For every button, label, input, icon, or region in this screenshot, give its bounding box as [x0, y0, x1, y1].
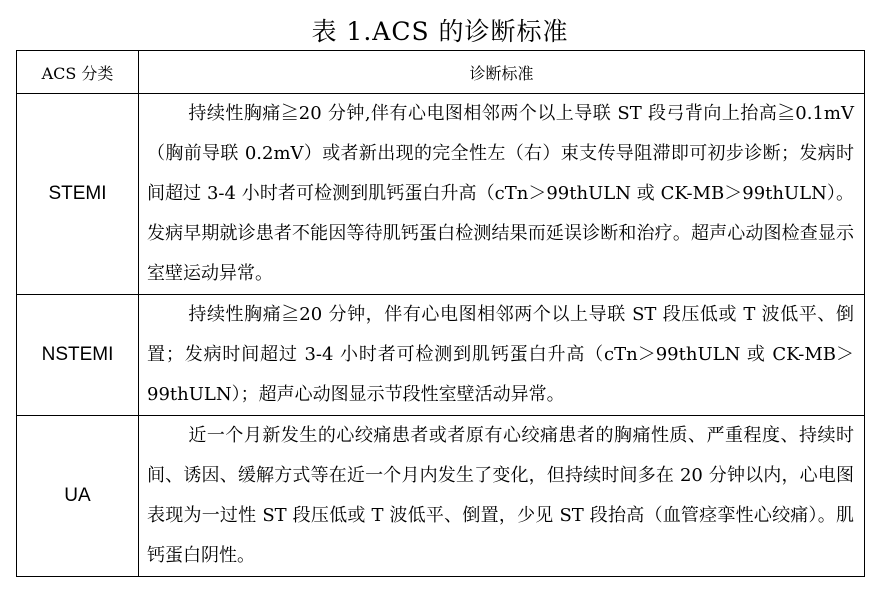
header-diagnostic-criteria: 诊断标准 — [139, 51, 865, 94]
cell-criteria-ua — [139, 416, 865, 577]
table-caption: 表 1.ACS 的诊断标准 — [311, 17, 569, 46]
cell-type-stemi: STEMI — [17, 94, 139, 295]
criteria-text-nstemi: 持续性胸痛≧20 分钟，伴有心电图相邻两个以上导联 ST 段压低或 T 波低平、倒置；发病时间超过 3-4 小时者可检测到肌钙蛋白升高（cTn＞99thULN 或 CK-MB＞99thULN）；超声心动图显示节段性室壁活动异常。 — [147, 304, 854, 405]
table-row-stemi — [17, 94, 865, 295]
table-header-row — [17, 51, 865, 94]
table-row-ua — [17, 416, 865, 577]
cell-type-ua: UA — [17, 416, 139, 577]
header-acs-category: ACS 分类 — [17, 51, 139, 94]
cell-type-nstemi: NSTEMI — [17, 295, 139, 416]
cell-criteria-nstemi — [139, 295, 865, 416]
acs-diagnostic-table — [16, 50, 865, 577]
cell-criteria-stemi — [139, 94, 865, 295]
criteria-text-ua: 近一个月新发生的心绞痛患者或者原有心绞痛患者的胸痛性质、严重程度、持续时间、诱因、缓解方式等在近一个月内发生了变化，但持续时间多在 20 分钟以内，心电图表现为一过性 ST 段压低或 T 波低平、倒置，少见 ST 段抬高（血管痉挛性心绞痛）。肌钙蛋白阴性。 — [147, 425, 854, 566]
criteria-text-stemi: 持续性胸痛≧20 分钟,伴有心电图相邻两个以上导联 ST 段弓背向上抬高≧0.1mV（胸前导联 0.2mV）或者新出现的完全性左（右）束支传导阻滞即可初步诊断；发病时间超过 3-4 小时者可检测到肌钙蛋白升高（cTn＞99thULN 或 CK-MB＞99thULN）。发病早期就诊患者不能因等待肌钙蛋白检测结果而延误诊断和治疗。超声心动图检查显示室壁运动异常。 — [147, 103, 854, 284]
table-row-nstemi — [17, 295, 865, 416]
